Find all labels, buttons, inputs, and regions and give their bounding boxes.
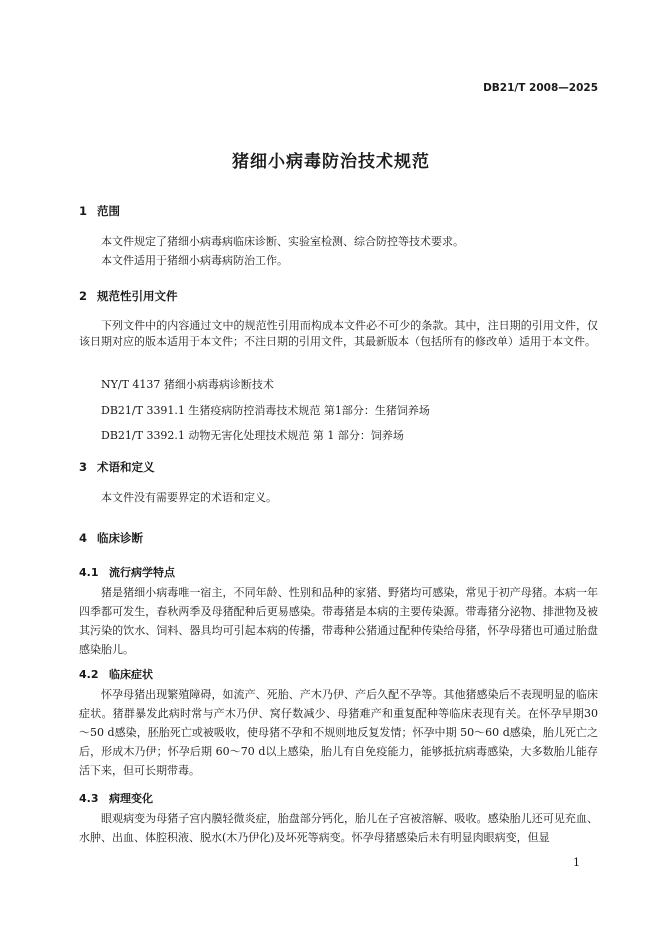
section-heading-3	[79, 459, 155, 475]
section-heading-1	[79, 203, 120, 219]
subsection-number: 4.1	[79, 566, 99, 579]
section-heading-2	[79, 288, 178, 304]
reference-item: NY/T 4137 猪细小病毒病诊断技术	[101, 378, 274, 391]
paragraph: 怀孕母猪出现繁殖障碍，如流产、死胎、产木乃伊、产后久配不孕等。其他猪感染后不表现明显的临床症状。猪群暴发此病时常与产木乃伊、窝仔数减少、母猪难产和重复配种等临床表现有关。在怀孕早期30～50 d感染，胚胎死亡或被吸收，使母猪不孕和不规则地反复发情；怀孕中期 50～60 d感染，胎儿死亡之后，形成木乃伊；怀孕后期 60～70 d以上感染，胎儿有自免疫能力，能够抵抗病毒感染，大多数胎儿能存活下来，但可长期带毒。	[79, 688, 598, 777]
paragraph: 本文件没有需要界定的术语和定义。	[101, 491, 277, 504]
paragraph: 本文件适用于猪细小病毒病防治工作。	[101, 254, 288, 267]
subsection-title: 流行病学特点	[109, 566, 175, 579]
section-title: 临床诊断	[97, 531, 143, 545]
subsection-title: 临床症状	[109, 668, 153, 681]
page-title: 猪细小病毒防治技术规范	[232, 152, 430, 172]
paragraph: 本文件规定了猪细小病毒病临床诊断、实验室检测、综合防控等技术要求。	[101, 235, 464, 248]
subsection-number: 4.2	[79, 668, 99, 681]
reference-item: DB21/T 3391.1 生猪疫病防控消毒技术规范 第1部分：生猪饲养场	[101, 404, 430, 417]
paragraph: 眼观病变为母猪子宫内膜轻微炎症，胎盘部分钙化，胎儿在子宫被溶解、吸收。感染胎儿还可见充血、水肿、出血、体腔积液、脱水(木乃伊化)及坏死等病变。怀孕母猪感染后未有明显肉眼病变，但显	[79, 812, 598, 844]
section-number: 4	[79, 531, 88, 545]
reference-item: DB21/T 3392.1 动物无害化处理技术规范 第 1 部分：饲养场	[101, 429, 404, 442]
subsection-number: 4.3	[79, 792, 99, 805]
subsection-title: 病理变化	[109, 792, 153, 805]
page-number: 1	[573, 856, 580, 869]
subsection-heading-4-3	[79, 790, 153, 806]
section-number: 3	[79, 460, 88, 474]
paragraph: 下列文件中的内容通过文中的规范性引用而构成本文件必不可少的条款。其中，注日期的引用文件，仅该日期对应的版本适用于本文件；不注日期的引用文件，其最新版本（包括所有的修改单）适用于本文件。	[79, 319, 598, 348]
paragraph: 猪是猪细小病毒唯一宿主，不同年龄、性别和品种的家猪、野猪均可感染，常见于初产母猪。本病一年四季都可发生，春秋两季及母猪配种后更易感染。带毒猪是本病的主要传染源。带毒猪分泌物、排泄物及被其污染的饮水、饲料、器具均可引起本病的传播，带毒种公猪通过配种传染给母猪，怀孕母猪也可通过胎盘感染胎儿。	[79, 586, 598, 656]
subsection-heading-4-2	[79, 666, 153, 682]
document-code: DB21/T 2008—2025	[483, 82, 598, 94]
section-number: 2	[79, 289, 88, 303]
section-title: 规范性引用文件	[97, 289, 178, 303]
section-number: 1	[79, 204, 88, 218]
section-heading-4	[79, 530, 143, 546]
section-title: 术语和定义	[97, 460, 155, 474]
subsection-heading-4-1	[79, 564, 175, 580]
section-title: 范围	[97, 204, 120, 218]
